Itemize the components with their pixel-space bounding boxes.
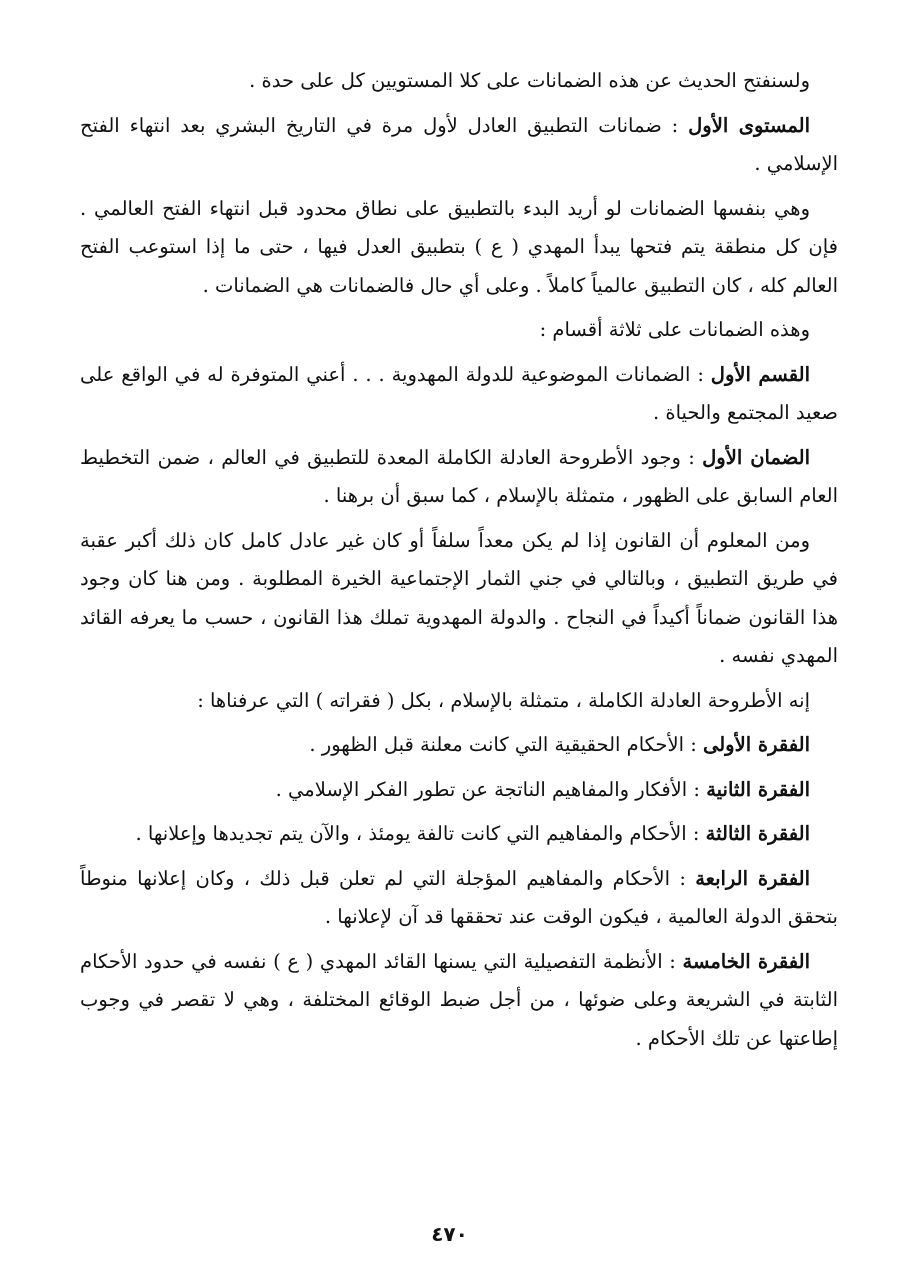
paragraph-first-level — [80, 107, 838, 184]
paragraph-text: : الأحكام الحقيقية التي كانت معلنة قبل الظهور . — [309, 733, 703, 756]
paragraph-first-section — [80, 356, 838, 433]
paragraph-text: وهذه الضمانات على ثلاثة أقسام : — [539, 318, 810, 341]
paragraph-text: : الضمانات الموضوعية للدولة المهدوية . . . أعني المتوفرة له في الواقع على صعيد المجتمع والحياة . — [80, 362, 838, 424]
paragraph-text: : الأحكام والمفاهيم التي كانت تالفة يومئذ ، والآن يتم تجديدها وإعلانها . — [135, 822, 706, 845]
paragraph-heading: الفقرة الثانية — [706, 777, 810, 801]
paragraph-heading: المستوى الأول — [688, 113, 810, 137]
paragraph-text: وهي بنفسها الضمانات لو أريد البدء بالتطبيق على نطاق محدود قبل انتهاء الفتح العالمي . فإن كل منطقة يتم فتحها يبدأ المهدي ( ع ) بتطبيق العدل فيها ، حتى ما إذا استوعب الفتح العالم كله ، كان التطبيق عالمياً كاملاً . وعلى أي حال فالضمانات هي الضمانات . — [80, 196, 838, 297]
paragraph-text: ولسنفتح الحديث عن هذه الضمانات على كلا المستويين كل على حدة . — [249, 69, 810, 92]
paragraph-text: : الأحكام والمفاهيم المؤجلة التي لم تعلن قبل ذلك ، وكان إعلانها منوطاً بتحقق الدولة العالمية ، فيكون الوقت عند تحققها قد آن لإعلانها . — [80, 866, 838, 928]
paragraph-heading: الفقرة الخامسة — [682, 949, 810, 973]
paragraph-heading: الفقرة الأولى — [702, 733, 810, 756]
paragraph-text: : وجود الأطروحة العادلة الكاملة المعدة للتطبيق في العالم ، ضمن التخطيط العام السابق على الظهور ، متمثلة بالإسلام ، كما سبق أن برهنا . — [80, 445, 838, 507]
paragraph-thesis-intro — [80, 682, 838, 721]
paragraph-text: : الأفكار والمفاهيم الناتجة عن تطور الفكر الإسلامي . — [275, 777, 707, 801]
paragraph-clause-1 — [80, 726, 838, 765]
paragraph-text: : الأنظمة التفصيلية التي يسنها القائد المهدي ( ع ) نفسه في حدود الأحكام الثابتة في الشريعة وعلى ضوئها ، من أجل ضبط الوقائع المختلفة ، وهي لا تقصر في وجوب إطاعتها عن تلك الأحكام . — [80, 949, 838, 1050]
paragraph-intro — [80, 62, 838, 101]
paragraph-text: ومن المعلوم أن القانون إذا لم يكن معداً سلفاً أو كان غير عادل كامل كان ذلك أكبر عقبة في طريق التطبيق ، وبالتالي في جني الثمار الإجتماعية الخيرة المطلوبة . ومن هنا كان وجود هذا القانون ضماناً أكيداً في النجاح . والدولة المهدوية تملك هذا القانون ، حسب ما يعرفه القائد المهدي نفسه . — [80, 528, 838, 667]
paragraph-heading: الضمان الأول — [702, 445, 811, 469]
paragraph-clause-4 — [80, 860, 838, 937]
page-number: ٤٧٠ — [431, 1222, 468, 1246]
paragraph-law-discussion — [80, 522, 838, 676]
book-page-body — [80, 62, 838, 1064]
paragraph-heading: الفقرة الرابعة — [695, 866, 810, 890]
paragraph-text: إنه الأطروحة العادلة الكاملة ، متمثلة بالإسلام ، بكل ( فقراته ) التي عرفناها : — [197, 688, 810, 712]
paragraph-heading: القسم الأول — [710, 362, 810, 386]
paragraph-limited-application — [80, 190, 838, 306]
paragraph-clause-3 — [80, 815, 838, 854]
paragraph-first-guarantee — [80, 439, 838, 516]
paragraph-three-sections — [80, 311, 838, 350]
paragraph-clause-5 — [80, 943, 838, 1059]
paragraph-heading: الفقرة الثالثة — [705, 822, 810, 845]
paragraph-text: : ضمانات التطبيق العادل لأول مرة في التاريخ البشري بعد انتهاء الفتح الإسلامي . — [80, 113, 838, 175]
paragraph-clause-2 — [80, 771, 838, 810]
